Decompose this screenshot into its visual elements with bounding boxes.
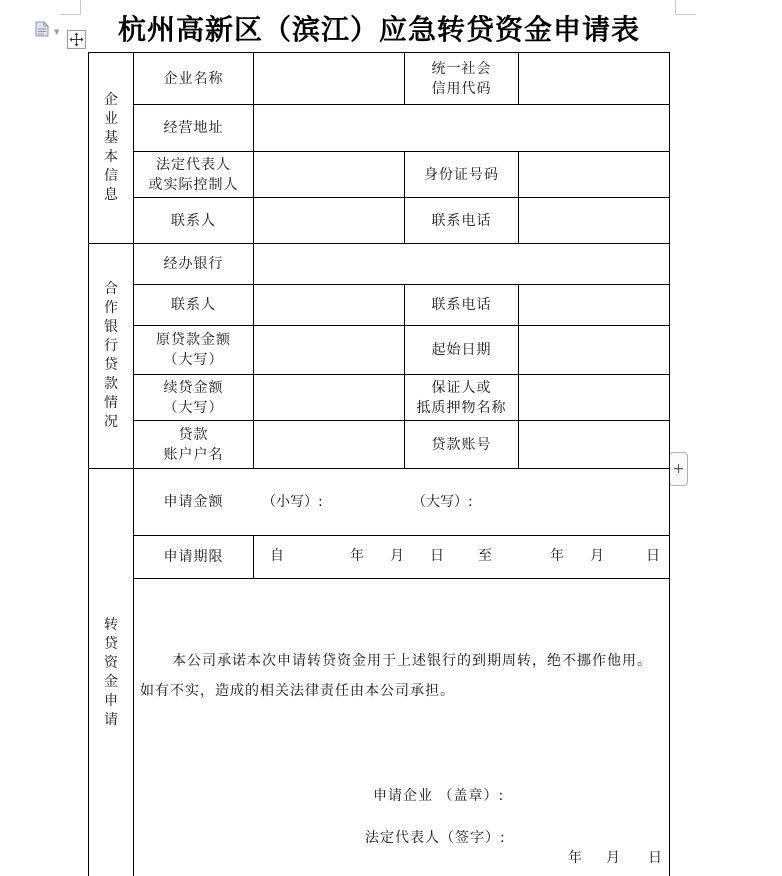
address-field[interactable]: [254, 105, 669, 151]
bank-contact-label: 联系人: [171, 297, 216, 313]
section-label-application: 转贷资金申请: [104, 616, 118, 728]
sign-date-year: 年: [568, 850, 582, 866]
page-title: 杭州高新区（滨江）应急转贷资金申请表: [117, 13, 640, 46]
renewal-amount-label: 续贷金额 （大写）: [163, 379, 224, 416]
bank-label: 经办银行: [163, 256, 224, 272]
period-end-year: 年: [550, 548, 564, 564]
applicant-seal-label: 申请企业 （盖章）:: [373, 788, 505, 804]
section-label-bank: 合作银行贷款情况: [104, 281, 118, 430]
legal-rep-signature-label: 法定代表人（签字）:: [365, 830, 506, 846]
add-column-plus-icon[interactable]: +: [669, 452, 688, 486]
account-name-field[interactable]: [254, 421, 404, 468]
period-start-year: 年: [350, 548, 364, 564]
bank-phone-label: 联系电话: [431, 297, 492, 313]
id-number-field[interactable]: [519, 152, 669, 197]
period-start-month: 月: [390, 548, 404, 564]
contact-label: 联系人: [171, 212, 216, 229]
guarantor-label: 保证人或 抵质押物名称: [416, 379, 507, 416]
chevron-down-icon[interactable]: ▼: [54, 28, 60, 36]
apply-amount-label: 申请金额: [163, 494, 224, 510]
period-to: 至: [478, 548, 492, 564]
id-number-label: 身份证号码: [424, 166, 499, 183]
account-number-label: 贷款账号: [431, 436, 492, 453]
address-label: 经营地址: [163, 120, 224, 136]
start-date-field[interactable]: [519, 326, 669, 374]
bank-field[interactable]: [254, 244, 669, 284]
bank-phone-field[interactable]: [519, 285, 669, 325]
sign-date-day: 日: [648, 850, 662, 866]
legal-rep-label: 法定代表人 或实际控制人: [148, 156, 239, 193]
apply-period-label: 申请期限: [163, 549, 224, 565]
apply-period-field[interactable]: [254, 536, 669, 578]
credit-code-label: 统一社会 信用代码: [431, 60, 492, 97]
section-label-enterprise: 企业基本信息: [104, 92, 118, 203]
original-loan-amount-field[interactable]: [254, 326, 404, 374]
apply-amount-field[interactable]: [254, 469, 669, 535]
start-date-label: 起始日期: [431, 342, 492, 358]
phone-field[interactable]: [519, 198, 669, 243]
account-number-field[interactable]: [519, 421, 669, 468]
amount-uppercase-label: （大写）:: [412, 494, 473, 510]
bank-contact-field[interactable]: [254, 285, 404, 325]
phone-label: 联系电话: [431, 212, 492, 229]
renewal-amount-field[interactable]: [254, 375, 404, 420]
enterprise-name-field[interactable]: [254, 53, 404, 104]
period-from: 自: [270, 548, 284, 564]
account-name-label: 贷款 账户户名: [163, 426, 224, 463]
amount-lowercase-label: （小写）:: [262, 494, 323, 510]
sign-date-month: 月: [606, 850, 620, 866]
legal-rep-field[interactable]: [254, 152, 404, 197]
period-start-day: 日: [430, 548, 444, 564]
guarantor-field[interactable]: [519, 375, 669, 420]
credit-code-field[interactable]: [519, 53, 669, 104]
enterprise-name-label: 企业名称: [163, 70, 224, 87]
contact-field[interactable]: [254, 198, 404, 243]
period-end-day: 日: [646, 548, 660, 564]
pledge-statement: 本公司承诺本次申请转贷资金用于上述银行的到期周转，绝不挪作他用。如有不实，造成的相关法律责任由本公司承担。: [140, 653, 652, 699]
original-loan-amount-label: 原贷款金额 （大写）: [156, 332, 231, 368]
period-end-month: 月: [590, 548, 604, 564]
